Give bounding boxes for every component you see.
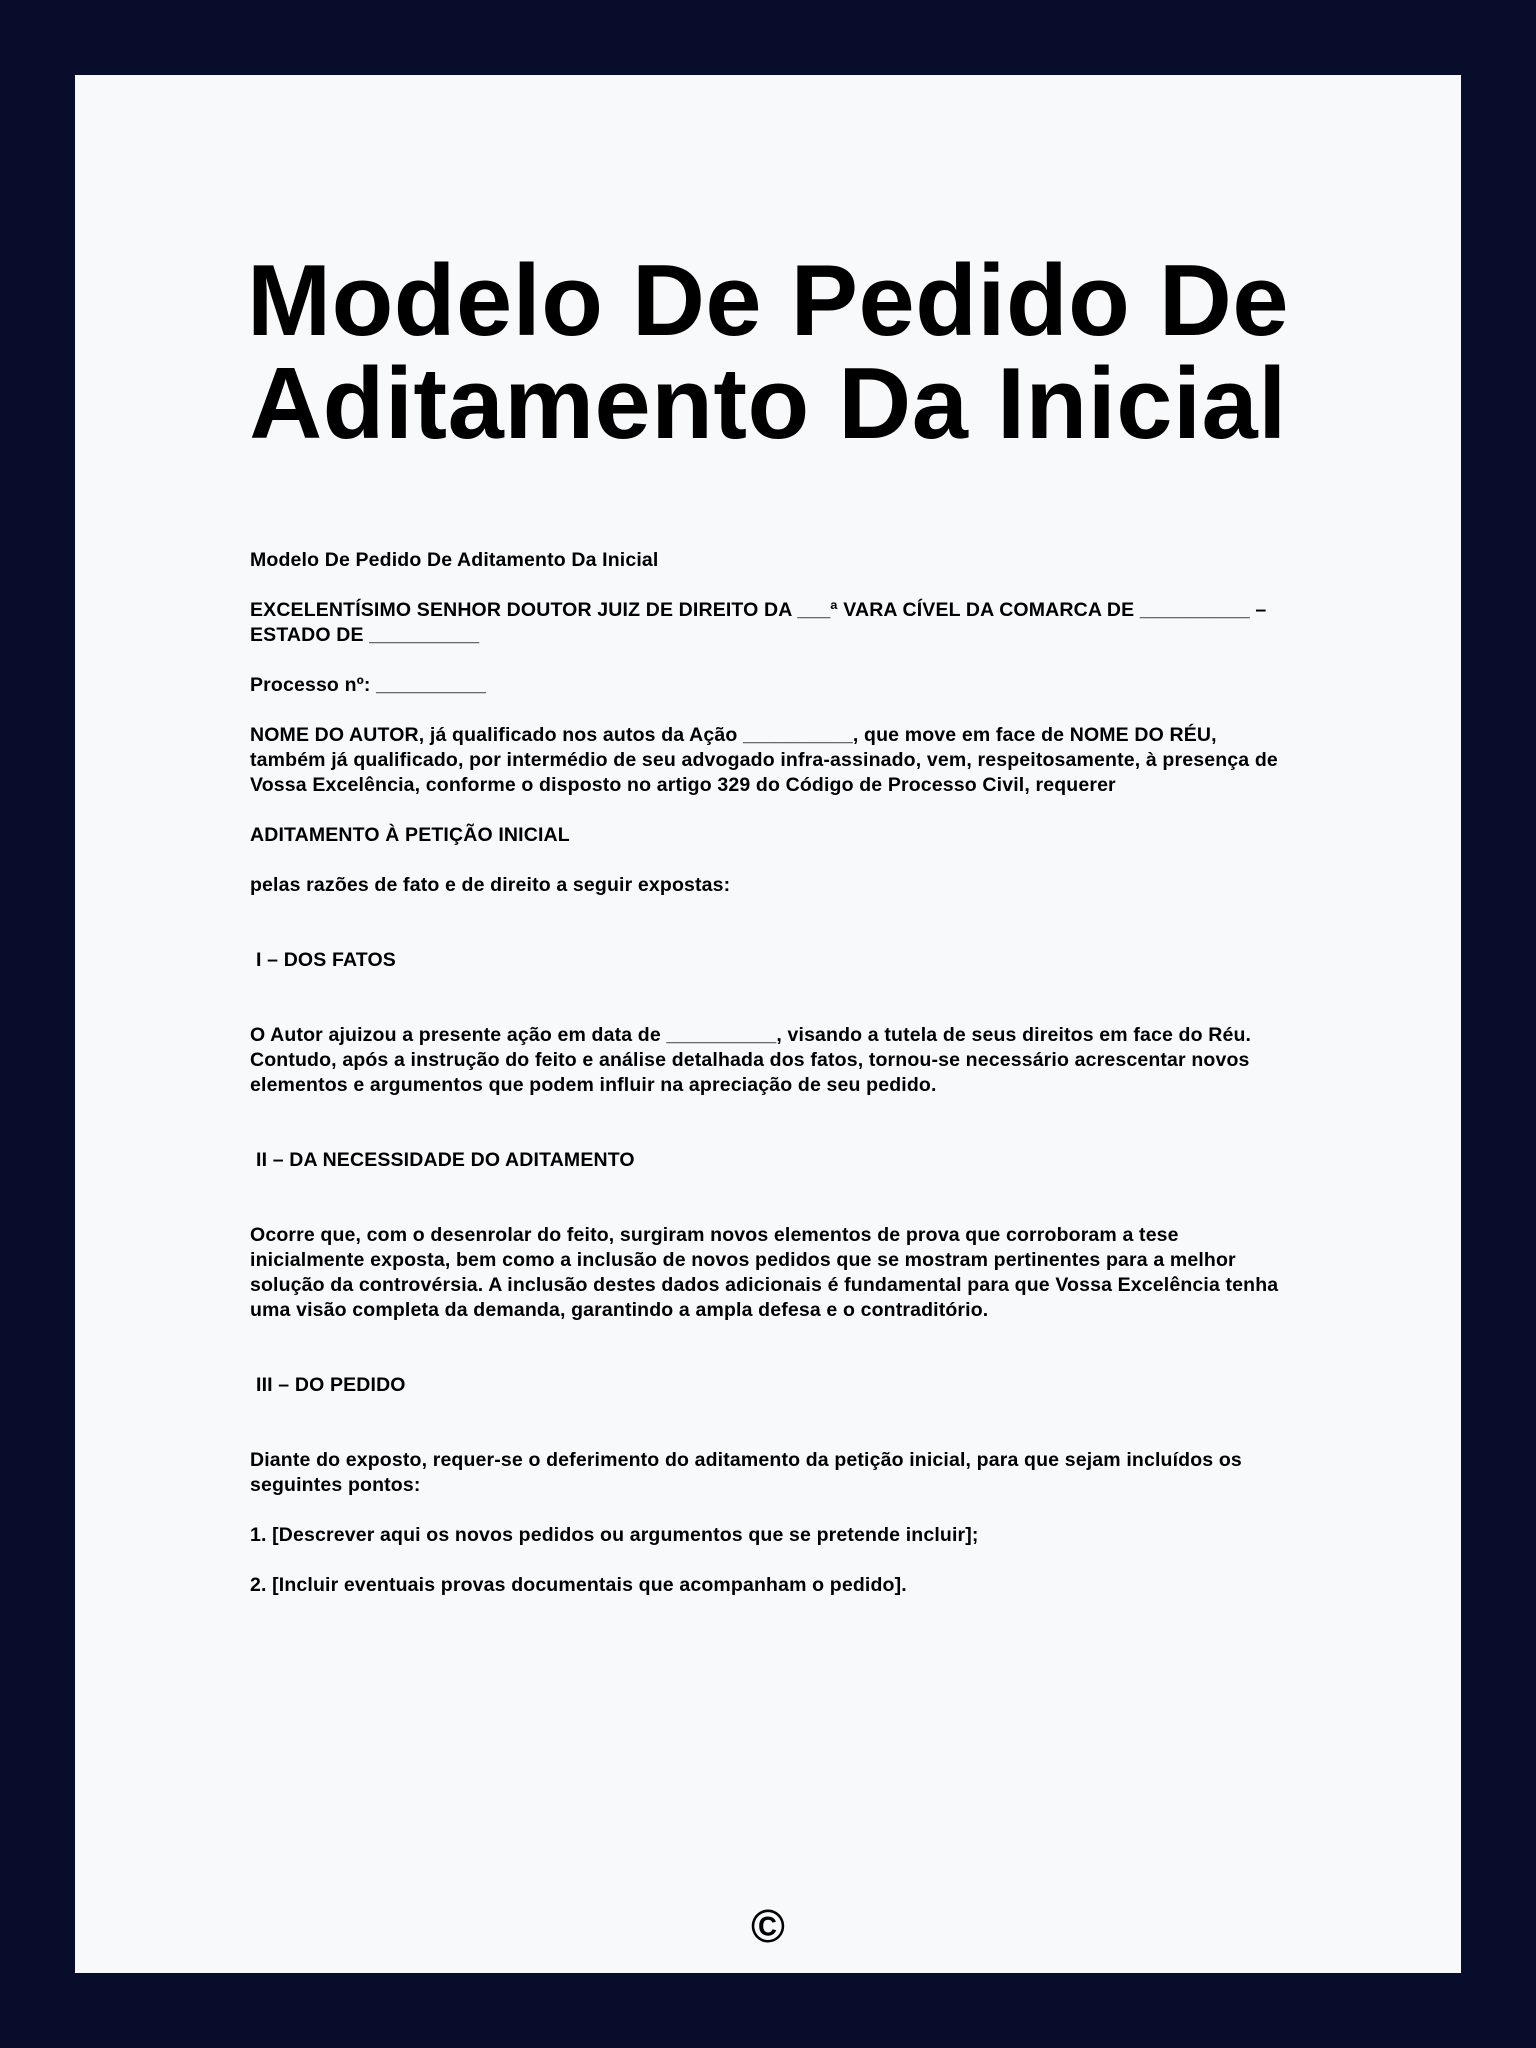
section-3-text: Diante do exposto, requer-se o deferimento do aditamento da petição inicial, para que sejam incluídos os seguintes pontos: (250, 1449, 1242, 1496)
copyright-symbol: © (751, 1900, 785, 1952)
section-2-title: II – DA NECESSIDADE DO ADITAMENTO (256, 1149, 635, 1171)
process-number: Processo nº: __________ (250, 674, 487, 696)
list-item-1: 1. [Descrever aqui os novos pedidos ou argumentos que se pretende incluir]; (250, 1524, 979, 1546)
section-1-title: I – DOS FATOS (256, 949, 396, 971)
list-item-2: 2. [Incluir eventuais provas documentais que acompanham o pedido]. (250, 1574, 907, 1596)
intro-paragraph: NOME DO AUTOR, já qualificado nos autos da Ação __________, que move em face de NOME DO RÉU, também já qualificado, por intermédio de seu advogado infra-assinado, vem, respeitosamente, à presença de Vossa Excelência, conforme o disposto no artigo 329 do Código de Processo Civil, requerer (250, 724, 1278, 796)
title-line-1: Modelo De Pedido De (246, 245, 1290, 357)
section-3-title: III – DO PEDIDO (256, 1374, 406, 1396)
document-body (250, 548, 1290, 1623)
document-heading: Modelo De Pedido De Aditamento Da Inicial (250, 549, 659, 571)
addressee-paragraph: EXCELENTÍSIMO SENHOR DOUTOR JUIZ DE DIREITO DA ___ª VARA CÍVEL DA COMARCA DE __________ – ESTADO DE __________ (250, 599, 1267, 646)
reasons-paragraph: pelas razões de fato e de direito a seguir expostas: (250, 874, 731, 896)
section-2-text: Ocorre que, com o desenrolar do feito, surgiram novos elementos de prova que corroboram a tese inicialmente exposta, bem como a inclusão de novos pedidos que se mostram pertinentes para a melhor solução da controvérsia. A inclusão destes dados adicionais é fundamental para que Vossa Excelência tenha uma visão completa da demanda, garantindo a ampla defesa e o contraditório. (250, 1224, 1279, 1321)
section-1-text: O Autor ajuizou a presente ação em data de __________, visando a tutela de seus direitos em face do Réu. Contudo, após a instrução do feito e análise detalhada dos fatos, tornou-se necessário acrescentar novos elementos e argumentos que podem influir na apreciação de seu pedido. (250, 1024, 1252, 1096)
document-title (0, 245, 1536, 460)
title-line-2: Aditamento Da Inicial (249, 348, 1287, 460)
request-title: ADITAMENTO À PETIÇÃO INICIAL (250, 824, 570, 846)
